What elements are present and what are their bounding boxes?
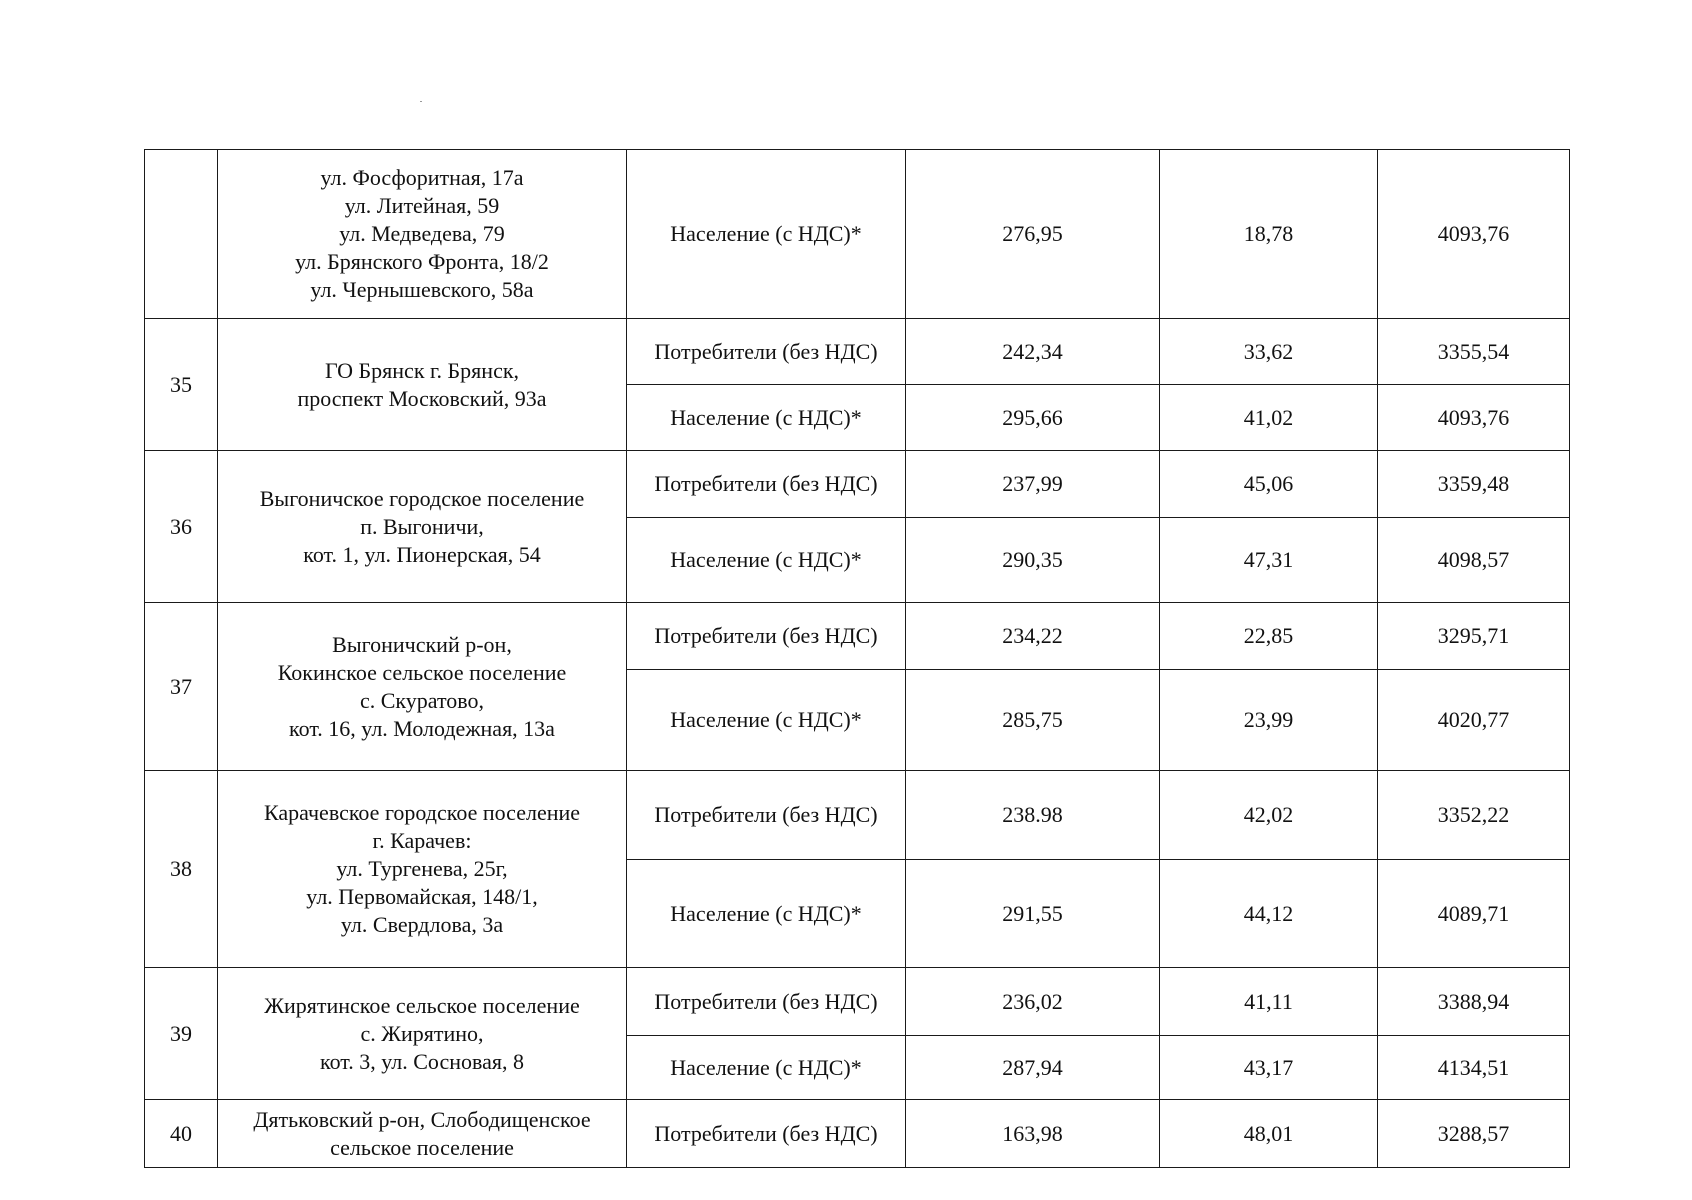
table-row [145, 1100, 1570, 1168]
table-row [145, 319, 1570, 385]
address-cell: Дятьковский р-он, Слободищенское сельское поселение [218, 1100, 627, 1168]
consumer-category: Население (с НДС)* [627, 860, 906, 968]
table-row [145, 603, 1570, 670]
value-cell: 3359,48 [1378, 451, 1570, 518]
table-row [145, 451, 1570, 518]
value-cell: 242,34 [906, 319, 1160, 385]
value-cell: 3388,94 [1378, 968, 1570, 1036]
consumer-category: Население (с НДС)* [627, 518, 906, 603]
value-cell: 4020,77 [1378, 670, 1570, 771]
consumer-category: Потребители (без НДС) [627, 771, 906, 860]
row-number: 38 [145, 771, 218, 968]
row-number: 40 [145, 1100, 218, 1168]
consumer-category: Потребители (без НДС) [627, 451, 906, 518]
value-cell: 276,95 [906, 150, 1160, 319]
row-number: 39 [145, 968, 218, 1100]
consumer-category: Потребители (без НДС) [627, 603, 906, 670]
consumer-category: Потребители (без НДС) [627, 968, 906, 1036]
consumer-category: Население (с НДС)* [627, 1036, 906, 1100]
value-cell: 33,62 [1160, 319, 1378, 385]
value-cell: 18,78 [1160, 150, 1378, 319]
table-row [145, 771, 1570, 860]
value-cell: 163,98 [906, 1100, 1160, 1168]
value-cell: 234,22 [906, 603, 1160, 670]
value-cell: 238.98 [906, 771, 1160, 860]
value-cell: 23,99 [1160, 670, 1378, 771]
tariff-table [144, 149, 1570, 1168]
row-number: 35 [145, 319, 218, 451]
value-cell: 4134,51 [1378, 1036, 1570, 1100]
value-cell: 4098,57 [1378, 518, 1570, 603]
value-cell: 3288,57 [1378, 1100, 1570, 1168]
table-row [145, 968, 1570, 1036]
consumer-category: Потребители (без НДС) [627, 319, 906, 385]
address-cell: Жирятинское сельское поселение с. Жирятино, кот. 3, ул. Сосновая, 8 [218, 968, 627, 1100]
value-cell: 285,75 [906, 670, 1160, 771]
value-cell: 42,02 [1160, 771, 1378, 860]
value-cell: 43,17 [1160, 1036, 1378, 1100]
value-cell: 22,85 [1160, 603, 1378, 670]
value-cell: 287,94 [906, 1036, 1160, 1100]
value-cell: 3295,71 [1378, 603, 1570, 670]
row-number [145, 150, 218, 319]
value-cell: 295,66 [906, 385, 1160, 451]
consumer-category: Потребители (без НДС) [627, 1100, 906, 1168]
address-cell: Выгоничский р-он, Кокинское сельское поселение с. Скуратово, кот. 16, ул. Молодежная, 13а [218, 603, 627, 771]
row-number: 36 [145, 451, 218, 603]
row-number: 37 [145, 603, 218, 771]
address-cell: Выгоничское городское поселение п. Выгоничи, кот. 1, ул. Пионерская, 54 [218, 451, 627, 603]
scan-speck [420, 101, 422, 102]
table-row [145, 150, 1570, 319]
value-cell: 41,02 [1160, 385, 1378, 451]
value-cell: 4093,76 [1378, 150, 1570, 319]
value-cell: 44,12 [1160, 860, 1378, 968]
value-cell: 4089,71 [1378, 860, 1570, 968]
value-cell: 48,01 [1160, 1100, 1378, 1168]
address-cell: Карачевское городское поселение г. Карачев: ул. Тургенева, 25г, ул. Первомайская, 148/1, ул. Свердлова, 3а [218, 771, 627, 968]
value-cell: 41,11 [1160, 968, 1378, 1036]
consumer-category: Население (с НДС)* [627, 150, 906, 319]
value-cell: 291,55 [906, 860, 1160, 968]
value-cell: 237,99 [906, 451, 1160, 518]
consumer-category: Население (с НДС)* [627, 670, 906, 771]
value-cell: 3352,22 [1378, 771, 1570, 860]
value-cell: 290,35 [906, 518, 1160, 603]
value-cell: 47,31 [1160, 518, 1378, 603]
value-cell: 236,02 [906, 968, 1160, 1036]
address-cell: ул. Фосфоритная, 17а ул. Литейная, 59 ул. Медведева, 79 ул. Брянского Фронта, 18/2 ул. Чернышевского, 58а [218, 150, 627, 319]
address-cell: ГО Брянск г. Брянск, проспект Московский, 93а [218, 319, 627, 451]
value-cell: 45,06 [1160, 451, 1378, 518]
consumer-category: Население (с НДС)* [627, 385, 906, 451]
value-cell: 4093,76 [1378, 385, 1570, 451]
value-cell: 3355,54 [1378, 319, 1570, 385]
